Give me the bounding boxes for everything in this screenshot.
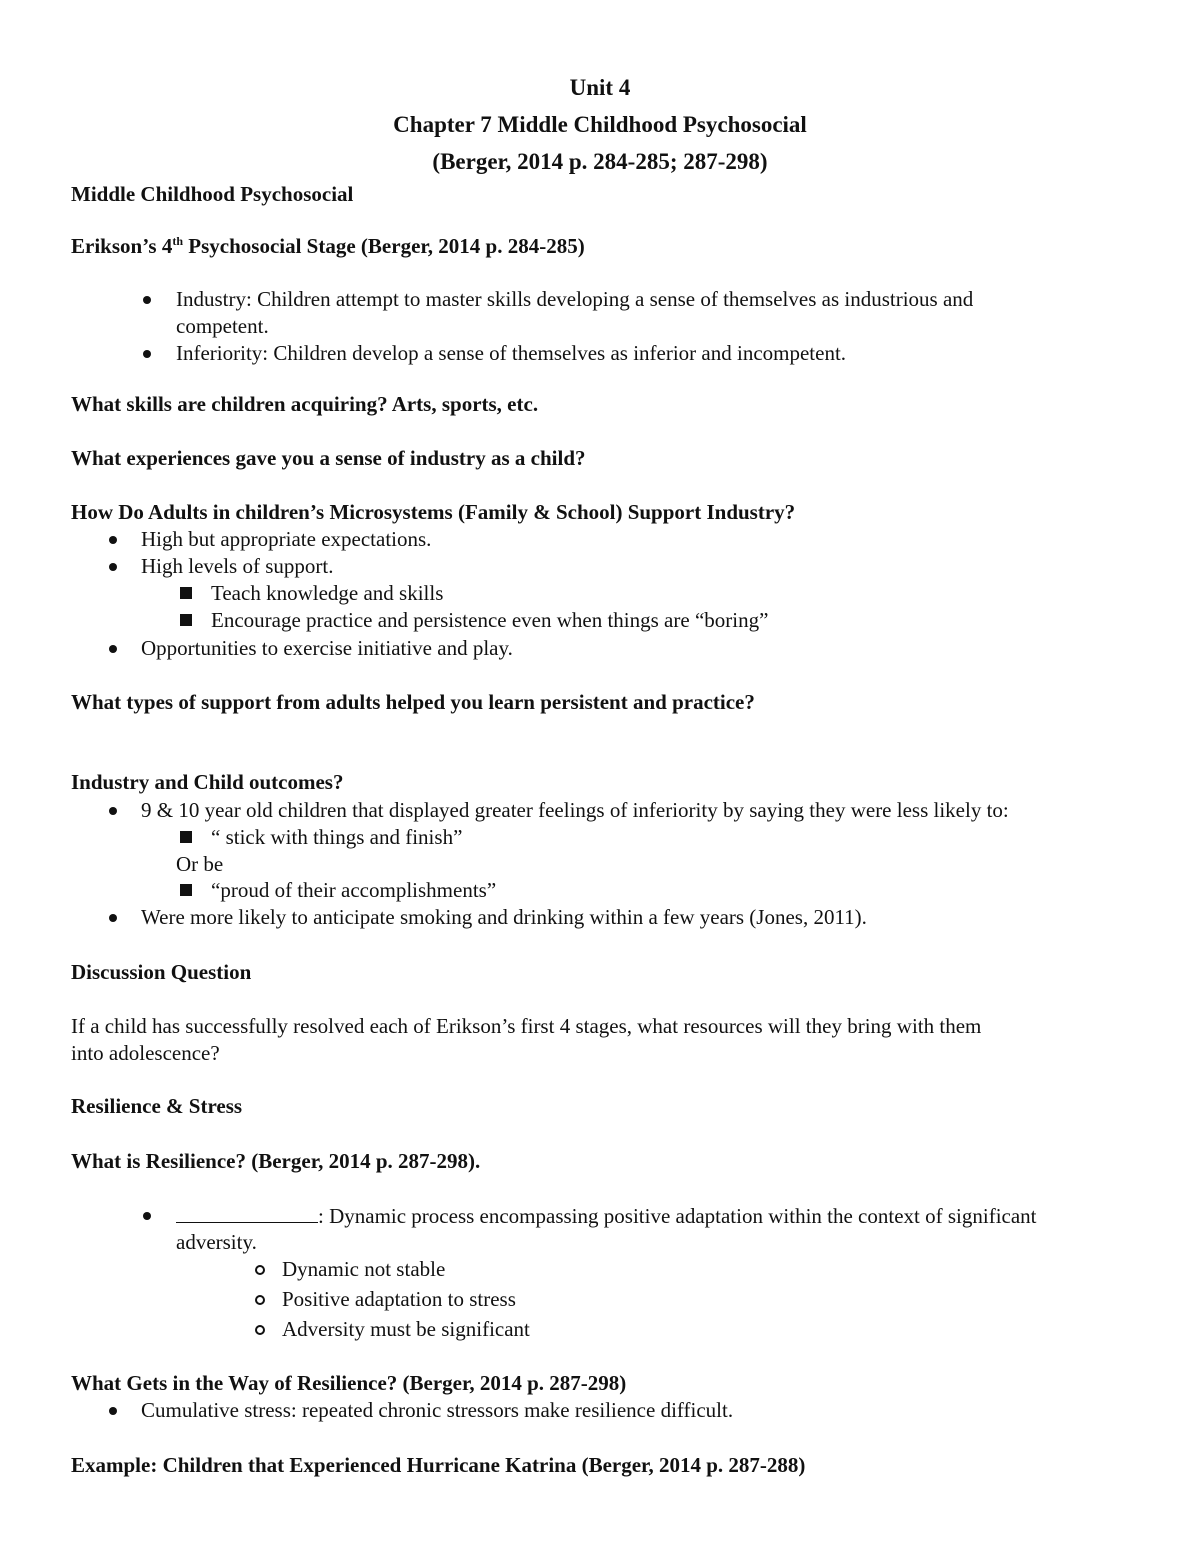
support-heading: How Do Adults in children’s Microsystems (Family & School) Support Industry? <box>71 500 796 524</box>
outcomes-subitem-stick: “ stick with things and finish” <box>211 825 463 849</box>
outcomes-item-smoking: Were more likely to anticipate smoking and drinking within a few years (Jones, 2011). <box>141 905 867 929</box>
outcomes-subitem-proud: “proud of their accomplishments” <box>211 878 497 902</box>
support-subitem-teach: Teach knowledge and skills <box>211 581 444 605</box>
resilience-what-is: What is Resilience? (Berger, 2014 p. 287-298). <box>71 1149 481 1173</box>
discussion-text-line2: into adolescence? <box>71 1041 220 1065</box>
resilience-heading: Resilience & Stress <box>71 1094 243 1118</box>
chapter-title: Chapter 7 Middle Childhood Psychosocial <box>393 112 807 137</box>
support-subitem-encourage: Encourage practice and persistence even when things are “boring” <box>211 608 769 632</box>
question-skills: What skills are children acquiring? Arts, sports, etc. <box>71 392 539 416</box>
resilience-subitem-positive: Positive adaptation to stress <box>282 1287 516 1311</box>
citation-title: (Berger, 2014 p. 284-285; 287-298) <box>432 149 768 174</box>
unit-title: Unit 4 <box>569 75 631 100</box>
example-heading: Example: Children that Experienced Hurricane Katrina (Berger, 2014 p. 287-288) <box>71 1453 806 1477</box>
outcomes-heading: Industry and Child outcomes? <box>71 770 344 794</box>
resilience-subitem-adversity: Adversity must be significant <box>282 1317 530 1341</box>
fill-in-blank[interactable] <box>176 1202 318 1223</box>
obstacles-heading: What Gets in the Way of Resilience? (Berger, 2014 p. 287-298) <box>71 1371 627 1395</box>
erikson-stage-heading <box>71 233 585 260</box>
list-item-inferiority: Inferiority: Children develop a sense of themselves as inferior and incompetent. <box>176 341 847 365</box>
discussion-text-line1: If a child has successfully resolved each of Erikson’s first 4 stages, what resources will they bring with them <box>71 1014 982 1038</box>
obstacles-item-cumulative: Cumulative stress: repeated chronic stressors make resilience difficult. <box>141 1398 734 1422</box>
erikson-stage-sup: th <box>172 234 184 248</box>
outcomes-or-be: Or be <box>176 852 224 876</box>
outcomes-item-inferiority: 9 & 10 year old children that displayed greater feelings of inferiority by saying they were less likely to: <box>141 798 1009 822</box>
erikson-stage-pre: Erikson’s 4 <box>71 234 173 258</box>
list-item-industry-cont: competent. <box>176 314 269 338</box>
support-item-opportunities: Opportunities to exercise initiative and play. <box>141 636 513 660</box>
question-support-types: What types of support from adults helped you learn persistent and practice? <box>71 690 755 714</box>
resilience-definition <box>176 1202 1037 1230</box>
erikson-stage-post: Psychosocial Stage (Berger, 2014 p. 284-285) <box>183 234 585 258</box>
section-heading-middle-childhood: Middle Childhood Psychosocial <box>71 182 354 206</box>
list-item-industry: Industry: Children attempt to master skills developing a sense of themselves as industrious and <box>176 287 974 311</box>
support-item-levels: High levels of support. <box>141 554 334 578</box>
support-item-expectations: High but appropriate expectations. <box>141 527 432 551</box>
discussion-heading: Discussion Question <box>71 960 252 984</box>
question-experiences: What experiences gave you a sense of industry as a child? <box>71 446 586 470</box>
resilience-definition-text: : Dynamic process encompassing positive adaptation within the context of significant <box>318 1204 1037 1228</box>
resilience-subitem-dynamic: Dynamic not stable <box>282 1257 446 1281</box>
resilience-definition-cont: adversity. <box>176 1230 257 1254</box>
